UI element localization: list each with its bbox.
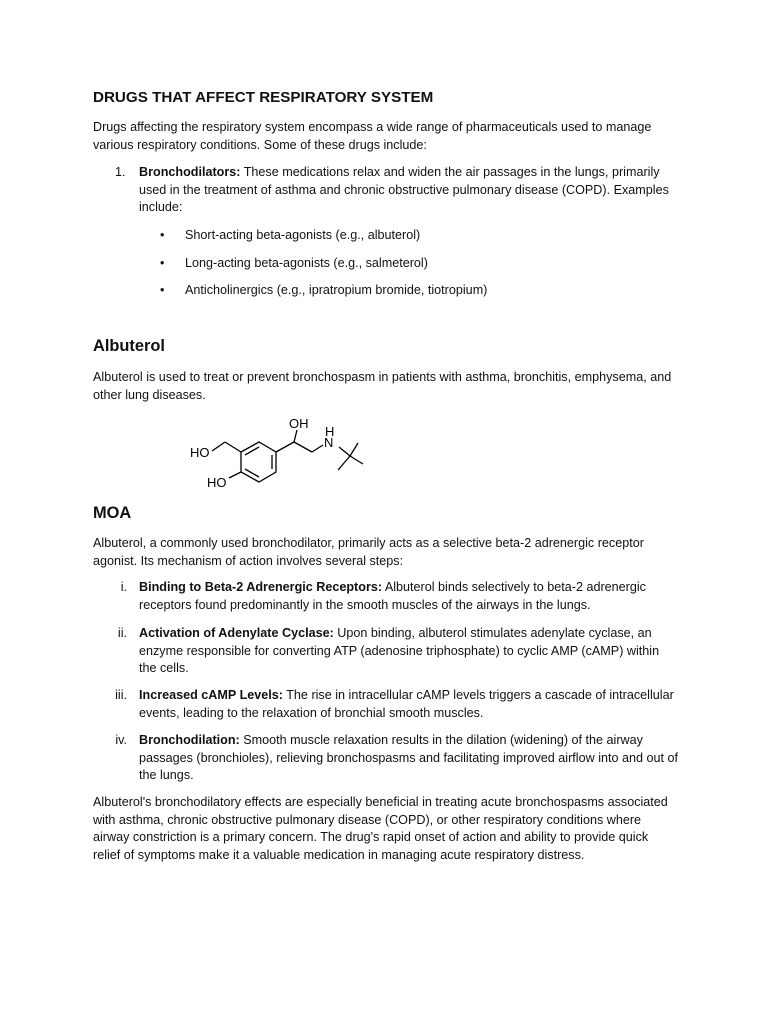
bullet-text: Long-acting beta-agonists (e.g., salmeterol) (185, 256, 428, 270)
step-number: iv. (115, 733, 127, 747)
step-body: Albuterol binds selectively to beta-2 adrenergic receptors found predominantly in the smooth muscles of the airways in the lungs. (139, 580, 646, 612)
step-text (139, 579, 679, 614)
step-body: Smooth muscle relaxation results in the dilation (widening) of the airway passages (bronchioles), relieving bronchospasms and facilitating improved airflow into and out of the lungs. (139, 733, 679, 782)
moa-intro-paragraph: Albuterol, a commonly used bronchodilator, primarily acts as a selective beta-2 adrenergic receptor agonist. Its mechanism of action involves several steps: (93, 536, 644, 568)
document-title: DRUGS THAT AFFECT RESPIRATORY SYSTEM (93, 89, 434, 106)
step-text (139, 687, 679, 722)
step-number: ii. (117, 626, 127, 640)
step-term: Increased cAMP Levels: (139, 688, 283, 702)
step-term: Bronchodilation: (139, 733, 240, 747)
albuterol-paragraph: Albuterol is used to treat or prevent bronchospasm in patients with asthma, bronchitis, emphysema, and other lung diseases. (93, 370, 672, 402)
step-term: Activation of Adenylate Cyclase: (139, 626, 334, 640)
step-number: i. (120, 580, 127, 594)
list-item-term: Bronchodilators: (139, 165, 241, 179)
list-item-body: These medications relax and widen the air passages in the lungs, primarily used in the treatment of asthma and chronic obstructive pulmonary disease (COPD). Examples include: (139, 165, 669, 214)
step-number: iii. (115, 688, 127, 702)
structure-label-h: H (325, 424, 335, 439)
albuterol-structure-diagram (185, 412, 375, 494)
conclusion-paragraph: Albuterol's bronchodilatory effects are especially beneficial in treating acute bronchospasms associated with asthma, chronic obstructive pulmonary disease (COPD), or other respiratory conditions where airway constriction is a primary concern. The drug's rapid onset of action and ability to provide quick relief of symptoms make it a valuable medication in managing acute respiratory distress. (93, 795, 668, 862)
bullet-text: Anticholinergics (e.g., ipratropium bromide, tiotropium) (185, 283, 488, 297)
structure-label-ho-left: HO (190, 445, 210, 460)
step-body: Upon binding, albuterol stimulates adenylate cyclase, an enzyme responsible for converting ATP (adenosine triphosphate) to cyclic AMP (cAMP) within the cells. (139, 626, 660, 675)
intro-paragraph: Drugs affecting the respiratory system encompass a wide range of pharmaceuticals used to manage various respiratory conditions. Some of these drugs include: (93, 120, 652, 152)
list-number: 1. (115, 165, 126, 179)
step-text (139, 625, 679, 678)
albuterol-heading: Albuterol (93, 337, 165, 355)
moa-heading: MOA (93, 504, 132, 522)
step-body: The rise in intracellular cAMP levels triggers a cascade of intracellular events, leading to the relaxation of bronchial smooth muscles. (139, 688, 674, 720)
bullet-text: Short-acting beta-agonists (e.g., albuterol) (185, 228, 421, 242)
step-text (139, 732, 679, 785)
list-item-text (139, 164, 679, 217)
bullet-icon: • (160, 228, 165, 242)
step-term: Binding to Beta-2 Adrenergic Receptors: (139, 580, 383, 594)
bullet-icon: • (160, 283, 165, 297)
structure-label-oh: OH (289, 416, 309, 431)
bullet-icon: • (160, 256, 165, 270)
structure-label-ho-bottom: HO (207, 475, 227, 490)
structure-label-n: N (324, 435, 334, 450)
